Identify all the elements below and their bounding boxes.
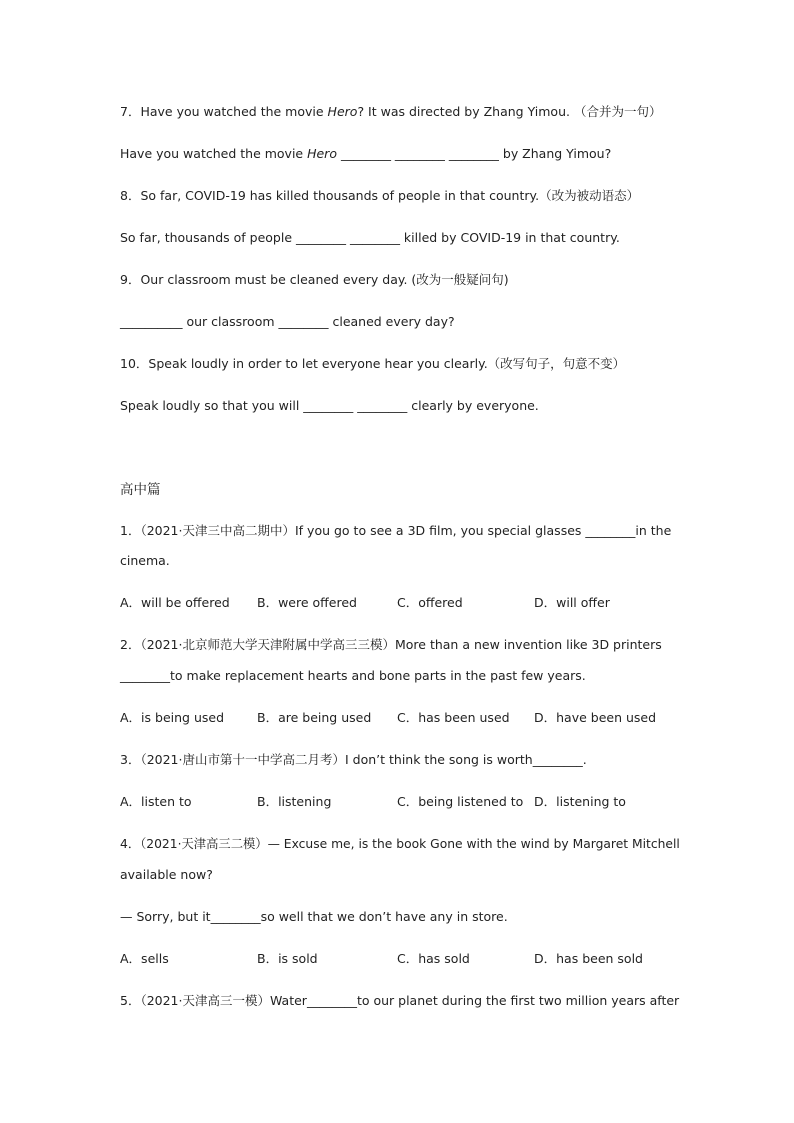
- mc-question-1: 1．（2021·天津三中高二期中）If you go to see a 3D film, you special glasses ________in the: [120, 523, 672, 538]
- section-title: 高中篇: [120, 482, 161, 498]
- option-d: D．have been used: [534, 710, 657, 725]
- mc-question-4-cont: available now?: [120, 867, 213, 882]
- answer-10: Speak loudly so that you will ________ ________ clearly by everyone.: [120, 398, 539, 413]
- mc-question-3: 3．（2021·唐山市第十一中学高二月考）I don’t think the song is worth________.: [120, 752, 587, 767]
- option-d: D．has been sold: [534, 951, 643, 966]
- question-9: 9．Our classroom must be cleaned every day. (改为一般疑问句): [120, 272, 509, 287]
- mc-question-1-cont: cinema.: [120, 553, 170, 568]
- option-b: B．listening: [257, 794, 332, 809]
- mc-question-4-reply: — Sorry, but it________so well that we don’t have any in store.: [120, 909, 508, 924]
- answer-9: __________ our classroom ________ cleaned every day?: [120, 314, 455, 329]
- movie-title: Hero: [327, 104, 358, 119]
- option-a: A．sells: [120, 951, 169, 966]
- option-c: C．has been used: [397, 710, 510, 725]
- question-10: 10．Speak loudly in order to let everyone hear you clearly.（改写句子，句意不变）: [120, 356, 626, 371]
- option-c: C．being listened to: [397, 794, 524, 809]
- answer-8: So far, thousands of people ________ ________ killed by COVID-19 in that country.: [120, 230, 620, 245]
- option-b: B．is sold: [257, 951, 318, 966]
- movie-title: Hero: [307, 146, 337, 161]
- option-d: D．listening to: [534, 794, 626, 809]
- mc-question-5: 5．（2021·天津高三一模）Water________to our planet during the first two million years after: [120, 993, 680, 1008]
- answer-text: Have you watched the movie: [120, 146, 308, 161]
- mc-question-4: 4．（2021·天津高三二模）— Excuse me, is the book Gone with the wind by Margaret Mitchell: [120, 836, 680, 851]
- option-c: C．offered: [397, 595, 463, 610]
- answer-text: ________ ________ ________ by Zhang Yimou?: [336, 146, 612, 161]
- option-c: C．has sold: [397, 951, 470, 966]
- option-a: A．is being used: [120, 710, 224, 725]
- mc-question-2: 2．（2021·北京师范大学天津附属中学高三三模）More than a new invention like 3D printers: [120, 637, 662, 652]
- option-d: D．will offer: [534, 595, 610, 610]
- option-a: A．listen to: [120, 794, 192, 809]
- question-7: [120, 103, 661, 121]
- question-8: 8．So far, COVID-19 has killed thousands of people in that country.（改为被动语态）: [120, 188, 640, 203]
- option-b: B．are being used: [257, 710, 372, 725]
- option-a: A．will be offered: [120, 595, 230, 610]
- mc-question-2-cont: ________to make replacement hearts and bone parts in the past few years.: [120, 668, 586, 683]
- answer-7: [120, 145, 611, 163]
- question-text: ? It was directed by Zhang Yimou. （合并为一句）: [357, 104, 662, 119]
- question-text: 7．Have you watched the movie: [120, 104, 328, 119]
- option-b: B．were offered: [257, 595, 357, 610]
